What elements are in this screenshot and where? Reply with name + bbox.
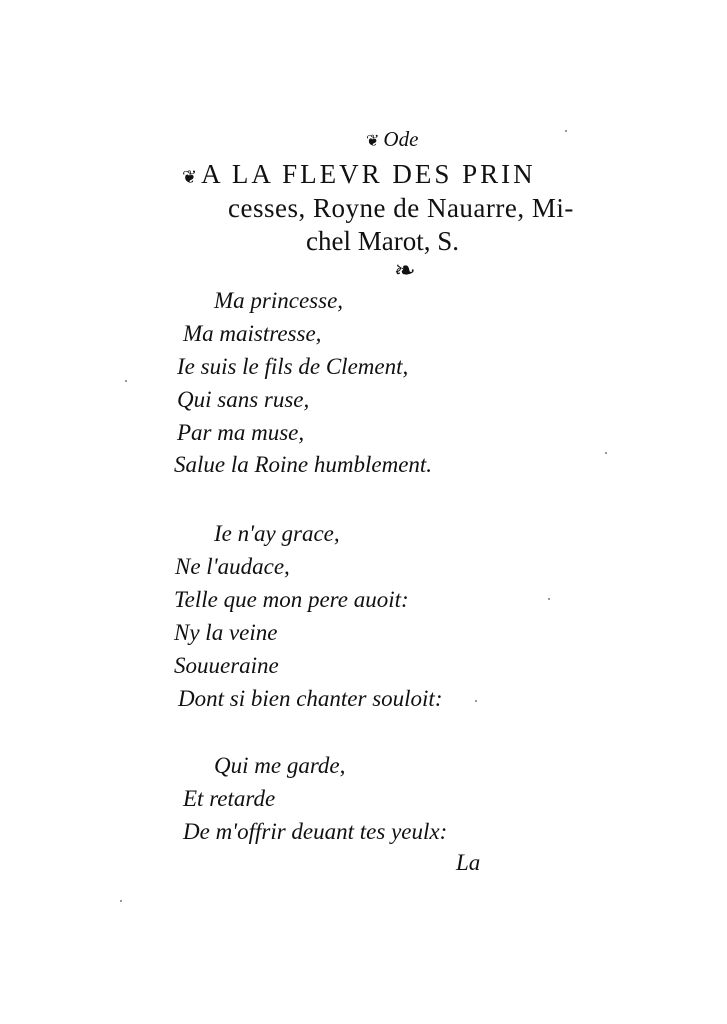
verse-line: Ie n'ay grace,	[214, 521, 340, 546]
verse-line: Qui me garde,	[214, 753, 346, 778]
verse-line: Qui sans ruse,	[177, 387, 310, 412]
paper-speck	[125, 380, 127, 382]
fleuron-ornament-icon: ❧	[394, 256, 416, 286]
dedication-line-2: cesses, Royne de Nauarre, Mi-	[228, 193, 574, 223]
verse-line: Ma princesse,	[214, 288, 344, 313]
verse-line: Par ma muse,	[177, 420, 305, 445]
verse-line: Ny la veine	[174, 620, 278, 645]
paper-speck	[475, 700, 477, 702]
dedication-line-3: chel Marot, S.	[306, 226, 459, 256]
verse-line: Salue la Roine humblement.	[174, 452, 433, 477]
paper-speck	[565, 130, 567, 132]
verse-line: Souueraine	[174, 653, 279, 678]
verse-line: Ne l'audace,	[175, 554, 290, 579]
verse-line: De m'offrir deuant tes yeulx:	[183, 819, 448, 844]
verse-line: Et retarde	[183, 786, 276, 811]
catchword: La	[456, 850, 481, 875]
paper-speck	[120, 900, 122, 902]
verse-line: Dont si bien chanter souloit:	[178, 686, 443, 711]
ode-heading	[366, 127, 418, 152]
verse-line: Telle que mon pere auoit:	[174, 587, 409, 612]
dedication-line-1	[182, 159, 536, 190]
verse-line: Ie suis le fils de Clement,	[177, 354, 409, 379]
hedera-ornament-icon: ❦	[182, 167, 198, 188]
paper-speck	[605, 452, 607, 454]
ode-title: Ode	[383, 127, 419, 151]
dedication-text-1: A LA FLEVR DES PRIN	[201, 159, 536, 189]
paper-speck	[548, 598, 550, 600]
verse-line: Ma maistresse,	[183, 321, 322, 346]
hedera-ornament-icon: ❦	[366, 131, 380, 150]
